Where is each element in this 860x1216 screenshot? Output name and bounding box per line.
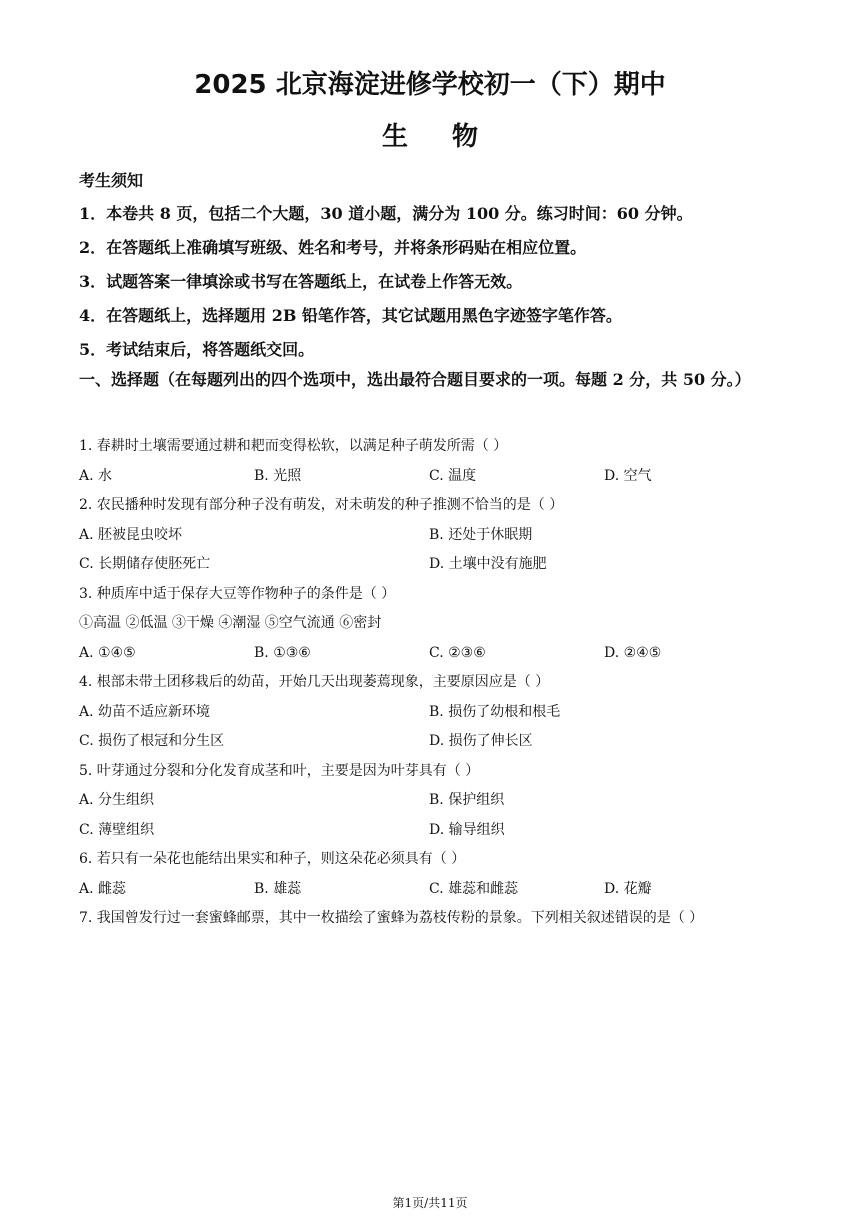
option-c: C. 薄壁组织	[79, 821, 155, 838]
notice-item: 2．在答题纸上准确填写班级、姓名和考号，并将条形码贴在相应位置。	[79, 238, 587, 257]
notice-item: 5．考试结束后，将答题纸交回。	[79, 340, 315, 359]
option-b: B. 雄蕊	[254, 880, 302, 897]
option-d: D. 空气	[604, 467, 652, 484]
option-a: A. 幼苗不适应新环境	[79, 703, 211, 720]
notice-item: 1．本卷共 8 页，包括二个大题，30 道小题，满分为 100 分。练习时间：60 分钟。	[79, 204, 693, 223]
page-number: 第1页/共11页	[392, 1196, 468, 1210]
option-c: C. 损伤了根冠和分生区	[79, 733, 225, 749]
option-a: A. 雌蕊	[79, 880, 127, 897]
question-5-options-row1	[79, 786, 779, 816]
option-d: D. 土壤中没有施肥	[429, 556, 547, 572]
question-4-options-row1	[79, 698, 779, 728]
notice-heading: 考生须知	[79, 171, 144, 190]
question-4-options-row2	[79, 727, 779, 757]
question-1-options	[79, 462, 779, 492]
question-6-stem: 6. 若只有一朵花也能结出果实和种子，则这朵花必须具有（ ）	[79, 851, 466, 867]
subject-title: 生物	[381, 122, 522, 152]
option-b: B. 还处于休眠期	[429, 526, 533, 543]
option-b: B. 光照	[254, 467, 302, 484]
option-b: B. 保护组织	[429, 792, 505, 808]
question-4-stem: 4. 根部未带土团移栽后的幼苗，开始几天出现萎蔫现象，主要原因应是（ ）	[79, 674, 550, 690]
option-c: C. 温度	[429, 467, 477, 484]
question-list	[79, 432, 779, 934]
option-b: B. 损伤了幼根和根毛	[429, 703, 561, 720]
question-1-stem: 1. 春耕时土壤需要通过耕和耙而变得松软，以满足种子萌发所需（ ）	[79, 438, 508, 454]
option-c: C. ②③⑥	[429, 644, 486, 661]
question-3-conditions: ①高温 ②低温 ③干燥 ④潮湿 ⑤空气流通 ⑥密封	[79, 615, 382, 631]
option-b: B. ①③⑥	[254, 644, 311, 661]
option-a: A. 分生组织	[79, 792, 155, 808]
option-a: A. ①④⑤	[79, 644, 136, 661]
question-2-stem: 2. 农民播种时发现有部分种子没有萌发，对未萌发的种子推测不恰当的是（ ）	[79, 497, 564, 513]
option-a: A. 胚被昆虫咬坏	[79, 526, 183, 543]
notice-item: 3．试题答案一律填涂或书写在答题纸上，在试卷上作答无效。	[79, 272, 523, 291]
option-a: A. 水	[79, 467, 113, 484]
section-heading: 一、选择题（在每题列出的四个选项中，选出最符合题目要求的一项。每题 2 分，共 50 分。）	[79, 370, 751, 389]
option-d: D. ②④⑤	[604, 644, 662, 661]
option-d: D. 损伤了伸长区	[429, 733, 533, 749]
question-5-options-row2	[79, 816, 779, 846]
question-3-stem: 3. 种质库中适于保存大豆等作物种子的条件是（ ）	[79, 585, 396, 602]
notice-list	[79, 197, 779, 367]
question-2-options-row2	[79, 550, 779, 580]
question-5-stem: 5. 叶芽通过分裂和分化发育成茎和叶，主要是因为叶芽具有（ ）	[79, 762, 480, 779]
question-2-options-row1	[79, 521, 779, 551]
option-d: D. 花瓣	[604, 880, 652, 897]
option-c: C. 长期储存使胚死亡	[79, 556, 211, 572]
notice-item: 4．在答题纸上，选择题用 2B 铅笔作答，其它试题用黑色字迹签字笔作答。	[79, 306, 622, 325]
exam-title: 2025 北京海淀进修学校初一（下）期中	[194, 70, 666, 100]
question-6-options	[79, 875, 779, 905]
question-7-stem: 7. 我国曾发行过一套蜜蜂邮票，其中一枚描绘了蜜蜂为荔枝传粉的景象。下列相关叙述错误的是（ ）	[79, 910, 704, 926]
question-3-options	[79, 639, 779, 669]
option-d: D. 输导组织	[429, 821, 505, 838]
option-c: C. 雄蕊和雌蕊	[429, 880, 519, 897]
